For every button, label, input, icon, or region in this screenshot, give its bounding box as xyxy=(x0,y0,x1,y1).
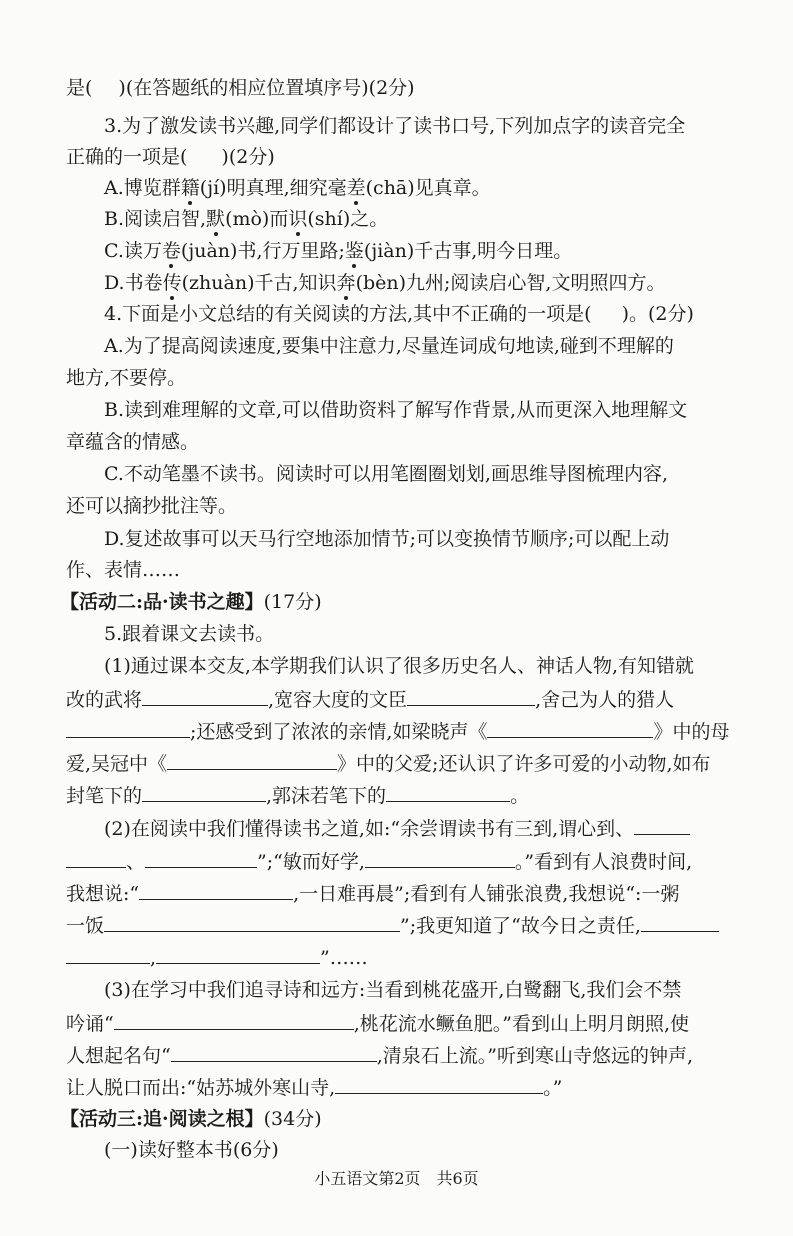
q3d-text: D.书卷 xyxy=(104,272,163,294)
q5-2-text: 、 xyxy=(126,851,146,873)
activity-2-score: (17分) xyxy=(263,591,322,613)
q5-2-text: 。”看到有人浪费时间, xyxy=(514,851,693,873)
answer-blank[interactable] xyxy=(104,912,400,932)
activity-3-heading xyxy=(60,1106,322,1132)
dotted-char: 识 xyxy=(288,208,308,230)
q3c-text: (jiàn)千古事,明今日理。 xyxy=(363,240,573,262)
q5-1-text: ;还感受到了浓浓的亲情,如梁晓声《 xyxy=(190,721,488,743)
q5-1-text: ,舍己为人的猎人 xyxy=(535,689,675,711)
q4-option-c-line1: C.不动笔墨不读书。阅读时可以用笔圈圈划划,画思维导图梳理内容, xyxy=(104,463,668,485)
q2-text-a: 是( xyxy=(66,77,93,99)
q3a-text: (jí)明真理,细究毫 xyxy=(199,177,347,199)
q5-2-line1 xyxy=(104,815,690,841)
answer-blank[interactable] xyxy=(634,815,690,835)
activity-3-score: (34分) xyxy=(263,1108,322,1130)
answer-blank[interactable] xyxy=(114,1010,354,1030)
q2-text-b: )(在答题纸的相应位置填序号)(2分) xyxy=(118,77,415,99)
q4-option-d-line2: 作、表情…… xyxy=(66,559,181,581)
answer-blank[interactable] xyxy=(66,718,190,738)
dotted-char: 奔 xyxy=(336,272,356,294)
answer-blank[interactable] xyxy=(171,1042,377,1062)
q5-2-text: , xyxy=(150,947,157,969)
answer-blank[interactable] xyxy=(142,686,268,706)
answer-blank[interactable] xyxy=(487,718,653,738)
activity-2-title: 【活动二:品·读书之趣】 xyxy=(60,591,264,613)
q4-option-b-line2: 章蕴含的情感。 xyxy=(66,431,200,453)
q5-1-line4 xyxy=(66,750,711,776)
q5-1-text: ,郭沫若笔下的 xyxy=(266,785,387,807)
activity-3-title: 【活动三:追·阅读之根】 xyxy=(60,1108,264,1130)
q3-option-b xyxy=(104,206,388,232)
q3-option-c xyxy=(104,238,572,264)
q5-1-line5 xyxy=(66,782,529,808)
question-4-stem xyxy=(104,301,694,327)
q5-2-text: 我想说:“ xyxy=(66,883,140,905)
activity-2-heading xyxy=(60,589,322,615)
q4-option-c-line2: 还可以摘抄批注等。 xyxy=(66,495,238,517)
dotted-char: 差 xyxy=(346,177,366,199)
q5-1-text: 》中的母 xyxy=(653,721,730,743)
q4-option-d-line1: D.复述故事可以天马行空地添加情节;可以变换情节顺序;可以配上动 xyxy=(104,528,670,550)
q3a-text: A.博览群 xyxy=(104,177,181,199)
q4-option-a-line2: 地方,不要停。 xyxy=(66,367,187,389)
q3c-text: C.读万 xyxy=(104,240,162,262)
q5-2-text: ”;“敏而好学, xyxy=(257,851,365,873)
q5-1-text: 封笔下的 xyxy=(66,785,143,807)
answer-blank[interactable] xyxy=(335,1074,543,1094)
q4-option-b-line1: B.读到难理解的文章,可以借助资料了解写作背景,从而更深入地理解文 xyxy=(104,399,688,421)
q3d-text: (bèn)九州;阅读启心智,文明照四方。 xyxy=(355,272,666,294)
q5-1-line1: (1)通过课本交友,本学期我们认识了很多历史名人、神话人物,有知错就 xyxy=(104,655,694,677)
q4-stem-text: 4.下面是小文总结的有关阅读的方法,其中不正确的一项是( xyxy=(104,303,592,325)
q5-1-line2 xyxy=(66,686,674,712)
dotted-char: 籍 xyxy=(180,177,200,199)
q3-option-a xyxy=(104,175,491,201)
q3b-text: (mò)而 xyxy=(225,208,289,230)
q5-1-text: 。 xyxy=(510,785,530,807)
question-3-stem-cont xyxy=(66,144,275,170)
q5-2-line2 xyxy=(66,848,692,874)
answer-blank[interactable] xyxy=(407,686,535,706)
q5-3-text: 吟诵“ xyxy=(66,1013,114,1035)
q5-1-text: 爱,吴冠中《 xyxy=(66,753,168,775)
q5-3-text: 让人脱口而出:“姑苏城外寒山寺, xyxy=(66,1077,336,1099)
q5-3-line4 xyxy=(66,1074,562,1100)
answer-blank[interactable] xyxy=(139,880,293,900)
question-5-stem: 5.跟着课文去读书。 xyxy=(104,623,275,645)
answer-blank[interactable] xyxy=(156,944,320,964)
answer-blank[interactable] xyxy=(145,848,257,868)
q5-2-line4 xyxy=(66,912,719,938)
q3a-text: (chā)见真章。 xyxy=(365,177,491,199)
footer-total-pages: 共6页 xyxy=(436,1169,479,1188)
q5-3-line1: (3)在学习中我们追寻诗和远方:当看到桃花盛开,白鹭翻飞,我们会不禁 xyxy=(104,979,682,1001)
dotted-char: 传 xyxy=(162,272,182,294)
answer-blank[interactable] xyxy=(386,782,510,802)
answer-blank[interactable] xyxy=(641,912,719,932)
q5-2-text: (2)在阅读中我们懂得读书之道,如:“余尝谓读书有三到,谓心到、 xyxy=(104,818,635,840)
q3c-text: (juàn)书,行万里路; xyxy=(180,240,345,262)
q3-option-d xyxy=(104,270,665,296)
q5-2-text: ”…… xyxy=(320,947,368,969)
q4-option-a-line1: A.为了提高阅读速度,要集中注意力,尽量连词成句地读,碰到不理解的 xyxy=(104,335,674,357)
q5-2-text: ,一日难再晨”;看到有人铺张浪费,我想说“:一粥 xyxy=(293,883,680,905)
q5-2-text: ”;我更知道了“故今日之责任, xyxy=(400,915,641,937)
answer-blank[interactable] xyxy=(66,944,150,964)
q5-3-text: ,清泉石上流。”听到寒山寺悠远的钟声, xyxy=(376,1045,694,1067)
dotted-char: 鉴 xyxy=(344,240,364,262)
dotted-char: 卷 xyxy=(161,240,181,262)
q5-2-line3 xyxy=(66,880,679,906)
dotted-char: 默 xyxy=(206,208,226,230)
q3d-text: (zhuàn)千古,知识 xyxy=(181,272,337,294)
footer-page-number: 小五语文第2页 xyxy=(314,1169,421,1188)
q5-2-line5 xyxy=(66,944,368,970)
answer-blank[interactable] xyxy=(142,782,266,802)
q5-3-text: 。” xyxy=(543,1077,563,1099)
q5-3-text: ,桃花流水鳜鱼肥。”看到山上明月朗照,使 xyxy=(353,1013,690,1035)
subsection-1-title: (一)读好整本书(6分) xyxy=(104,1139,279,1161)
q3-stem-a: 正确的一项是( xyxy=(66,146,188,168)
q5-3-line3 xyxy=(66,1042,693,1068)
q5-3-text: 人想起名句“ xyxy=(66,1045,171,1067)
q3-stem-b: )(2分) xyxy=(221,146,275,168)
answer-blank[interactable] xyxy=(365,848,515,868)
q3b-text: B.阅读启智, xyxy=(104,208,207,230)
q5-1-line3 xyxy=(66,718,729,744)
answer-blank[interactable] xyxy=(66,848,126,868)
question-2-tail xyxy=(66,75,415,101)
q5-1-text: 》中的父爱;还认识了许多可爱的小动物,如布 xyxy=(337,753,711,775)
page-footer xyxy=(0,1168,793,1190)
q5-1-text: 改的武将 xyxy=(66,689,143,711)
q5-3-line2 xyxy=(66,1010,689,1036)
answer-blank[interactable] xyxy=(167,750,337,770)
q4-stem-tail: )。(2分) xyxy=(621,303,694,325)
q5-1-text: ,宽容大度的文臣 xyxy=(268,689,408,711)
q3b-text: (shí)之。 xyxy=(307,208,389,230)
q5-2-text: 一饭 xyxy=(66,915,105,937)
question-3-stem: 3.为了激发读书兴趣,同学们都设计了读书口号,下列加点字的读音完全 xyxy=(104,115,686,137)
